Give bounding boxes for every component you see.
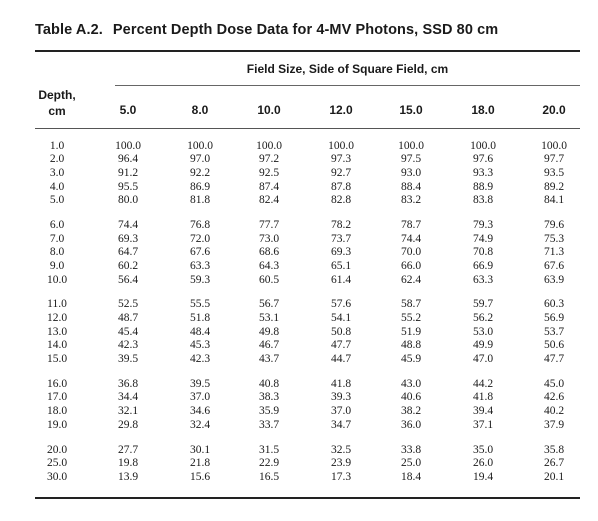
dose-cell: 37.1	[472, 419, 494, 431]
depth-cell: 25.0	[46, 457, 68, 469]
dose-cell: 64.3	[258, 260, 280, 272]
dose-cell: 41.8	[330, 378, 352, 390]
dose-cell: 32.4	[189, 419, 211, 431]
dose-cell: 48.8	[400, 339, 422, 351]
bottom-rule	[35, 497, 580, 499]
dose-cell: 44.2	[472, 378, 494, 390]
dose-cell: 37.9	[543, 419, 565, 431]
dose-cell: 34.7	[330, 419, 352, 431]
dose-cell: 42.3	[117, 339, 139, 351]
dose-cell: 37.0	[189, 391, 211, 403]
dose-cell: 43.7	[258, 353, 280, 365]
dose-cell: 93.5	[543, 167, 565, 179]
dose-cell: 52.5	[117, 298, 139, 310]
dose-cell: 39.5	[117, 353, 139, 365]
dose-cell: 43.0	[400, 378, 422, 390]
dose-cell: 88.4	[400, 181, 422, 193]
depth-cell: 5.0	[49, 194, 65, 206]
dose-cell: 58.7	[400, 298, 422, 310]
dose-cell: 97.5	[400, 153, 422, 165]
dose-cell: 42.6	[543, 391, 565, 403]
dose-cell: 51.9	[400, 326, 422, 338]
depth-cell: 19.0	[46, 419, 68, 431]
dose-cell: 61.4	[330, 274, 352, 286]
dose-cell: 100.0	[187, 140, 213, 152]
dose-cell: 71.3	[543, 246, 565, 258]
dose-cell: 72.0	[189, 233, 211, 245]
dose-cell: 31.5	[258, 444, 280, 456]
dose-cell: 45.4	[117, 326, 139, 338]
dose-cell: 84.1	[543, 194, 565, 206]
dose-cell: 60.2	[117, 260, 139, 272]
depth-cell: 15.0	[46, 353, 68, 365]
dose-cell: 69.3	[330, 246, 352, 258]
dose-cell: 97.2	[258, 153, 280, 165]
dose-cell: 55.2	[400, 312, 422, 324]
dose-cell: 100.0	[398, 140, 424, 152]
dose-cell: 82.8	[330, 194, 352, 206]
dose-cell: 46.7	[258, 339, 280, 351]
dose-cell: 74.4	[400, 233, 422, 245]
dose-cell: 18.4	[400, 471, 422, 483]
dose-cell: 48.7	[117, 312, 139, 324]
dose-cell: 83.8	[472, 194, 494, 206]
dose-cell: 15.6	[189, 471, 211, 483]
dose-cell: 60.5	[258, 274, 280, 286]
dose-cell: 41.8	[472, 391, 494, 403]
dose-cell: 40.2	[543, 405, 565, 417]
dose-cell: 32.5	[330, 444, 352, 456]
dose-cell: 21.8	[189, 457, 211, 469]
dose-cell: 78.7	[400, 219, 422, 231]
dose-cell: 76.8	[189, 219, 211, 231]
dose-cell: 95.5	[117, 181, 139, 193]
dose-cell: 74.4	[117, 219, 139, 231]
dose-cell: 39.4	[472, 405, 494, 417]
dose-cell: 75.3	[543, 233, 565, 245]
dose-cell: 40.6	[400, 391, 422, 403]
depth-cell: 14.0	[46, 339, 68, 351]
depth-cell: 9.0	[49, 260, 65, 272]
dose-cell: 92.2	[189, 167, 211, 179]
depth-cell: 20.0	[46, 444, 68, 456]
dose-cell: 53.1	[258, 312, 280, 324]
dose-cell: 39.3	[330, 391, 352, 403]
depth-cell: 7.0	[49, 233, 65, 245]
dose-cell: 57.6	[330, 298, 352, 310]
dose-cell: 29.8	[117, 419, 139, 431]
dose-cell: 42.3	[189, 353, 211, 365]
dose-cell: 34.4	[117, 391, 139, 403]
header-rule	[35, 128, 580, 129]
dose-cell: 35.9	[258, 405, 280, 417]
table-caption: Percent Depth Dose Data for 4-MV Photons, SSD 80 cm	[112, 22, 499, 38]
dose-cell: 65.1	[330, 260, 352, 272]
dose-cell: 86.9	[189, 181, 211, 193]
dose-cell: 91.2	[117, 167, 139, 179]
dose-cell: 56.9	[543, 312, 565, 324]
dose-cell: 63.3	[189, 260, 211, 272]
depth-cell: 17.0	[46, 391, 68, 403]
dose-cell: 45.9	[400, 353, 422, 365]
dose-cell: 36.0	[400, 419, 422, 431]
dose-cell: 88.9	[472, 181, 494, 193]
dose-cell: 19.4	[472, 471, 494, 483]
dose-cell: 93.0	[400, 167, 422, 179]
dose-cell: 44.7	[330, 353, 352, 365]
dose-cell: 81.8	[189, 194, 211, 206]
depth-cell: 18.0	[46, 405, 68, 417]
dose-cell: 39.5	[189, 378, 211, 390]
depth-header-line2: cm	[48, 104, 66, 118]
depth-cell: 13.0	[46, 326, 68, 338]
dose-cell: 93.3	[472, 167, 494, 179]
dose-cell: 79.3	[472, 219, 494, 231]
dose-cell: 92.5	[258, 167, 280, 179]
dose-cell: 97.6	[472, 153, 494, 165]
dose-cell: 87.4	[258, 181, 280, 193]
dose-cell: 53.7	[543, 326, 565, 338]
dose-cell: 100.0	[541, 140, 567, 152]
depth-cell: 12.0	[46, 312, 68, 324]
column-header: 18.0	[471, 103, 495, 117]
dose-cell: 49.9	[472, 339, 494, 351]
dose-cell: 17.3	[330, 471, 352, 483]
column-header: 12.0	[329, 103, 353, 117]
dose-cell: 70.0	[400, 246, 422, 258]
dose-cell: 23.9	[330, 457, 352, 469]
dose-cell: 78.2	[330, 219, 352, 231]
dose-cell: 100.0	[328, 140, 354, 152]
depth-column-header	[35, 87, 79, 119]
dose-cell: 97.3	[330, 153, 352, 165]
dose-cell: 36.8	[117, 378, 139, 390]
column-header: 5.0	[119, 103, 137, 117]
dose-cell: 68.6	[258, 246, 280, 258]
dose-cell: 34.6	[189, 405, 211, 417]
dose-cell: 66.9	[472, 260, 494, 272]
column-header: 10.0	[257, 103, 281, 117]
dose-cell: 63.3	[472, 274, 494, 286]
depth-cell: 10.0	[46, 274, 68, 286]
dose-cell: 19.8	[117, 457, 139, 469]
depth-cell: 16.0	[46, 378, 68, 390]
field-size-rule	[115, 85, 580, 86]
dose-cell: 26.7	[543, 457, 565, 469]
dose-cell: 70.8	[472, 246, 494, 258]
top-rule	[35, 50, 580, 52]
dose-cell: 62.4	[400, 274, 422, 286]
dose-cell: 32.1	[117, 405, 139, 417]
dose-cell: 69.3	[117, 233, 139, 245]
dose-cell: 35.8	[543, 444, 565, 456]
dose-cell: 89.2	[543, 181, 565, 193]
dose-cell: 82.4	[258, 194, 280, 206]
depth-cell: 1.0	[49, 140, 65, 152]
dose-cell: 67.6	[543, 260, 565, 272]
column-header: 15.0	[399, 103, 423, 117]
dose-cell: 63.9	[543, 274, 565, 286]
depth-cell: 6.0	[49, 219, 65, 231]
dose-cell: 26.0	[472, 457, 494, 469]
depth-cell: 4.0	[49, 181, 65, 193]
depth-header-line1: Depth,	[38, 88, 76, 102]
dose-cell: 59.3	[189, 274, 211, 286]
dose-cell: 66.0	[400, 260, 422, 272]
dose-cell: 25.0	[400, 457, 422, 469]
dose-cell: 56.2	[472, 312, 494, 324]
dose-cell: 33.7	[258, 419, 280, 431]
table-title	[35, 22, 498, 38]
dose-cell: 33.8	[400, 444, 422, 456]
dose-cell: 13.9	[117, 471, 139, 483]
dose-cell: 56.7	[258, 298, 280, 310]
dose-cell: 100.0	[470, 140, 496, 152]
dose-cell: 16.5	[258, 471, 280, 483]
dose-cell: 77.7	[258, 219, 280, 231]
dose-cell: 59.7	[472, 298, 494, 310]
dose-cell: 40.8	[258, 378, 280, 390]
dose-cell: 74.9	[472, 233, 494, 245]
dose-cell: 51.8	[189, 312, 211, 324]
dose-cell: 38.3	[258, 391, 280, 403]
dose-cell: 55.5	[189, 298, 211, 310]
dose-cell: 35.0	[472, 444, 494, 456]
dose-cell: 97.7	[543, 153, 565, 165]
depth-cell: 3.0	[49, 167, 65, 179]
dose-cell: 100.0	[115, 140, 141, 152]
dose-cell: 54.1	[330, 312, 352, 324]
dose-cell: 100.0	[256, 140, 282, 152]
dose-cell: 56.4	[117, 274, 139, 286]
dose-cell: 47.7	[543, 353, 565, 365]
dose-cell: 53.0	[472, 326, 494, 338]
field-size-header: Field Size, Side of Square Field, cm	[246, 62, 449, 76]
dose-cell: 27.7	[117, 444, 139, 456]
dose-cell: 48.4	[189, 326, 211, 338]
depth-cell: 30.0	[46, 471, 68, 483]
dose-cell: 73.0	[258, 233, 280, 245]
dose-cell: 80.0	[117, 194, 139, 206]
dose-cell: 22.9	[258, 457, 280, 469]
dose-cell: 83.2	[400, 194, 422, 206]
column-header: 20.0	[542, 103, 566, 117]
dose-cell: 47.7	[330, 339, 352, 351]
depth-cell: 11.0	[47, 298, 67, 310]
depth-cell: 2.0	[49, 153, 65, 165]
dose-cell: 67.6	[189, 246, 211, 258]
dose-cell: 60.3	[543, 298, 565, 310]
dose-cell: 50.8	[330, 326, 352, 338]
dose-cell: 50.6	[543, 339, 565, 351]
dose-cell: 45.0	[543, 378, 565, 390]
table-label: Table A.2.	[35, 22, 103, 38]
dose-cell: 87.8	[330, 181, 352, 193]
dose-cell: 73.7	[330, 233, 352, 245]
column-header: 8.0	[191, 103, 209, 117]
dose-cell: 20.1	[543, 471, 565, 483]
dose-cell: 49.8	[258, 326, 280, 338]
dose-cell: 37.0	[330, 405, 352, 417]
dose-cell: 64.7	[117, 246, 139, 258]
dose-cell: 96.4	[117, 153, 139, 165]
dose-cell: 38.2	[400, 405, 422, 417]
dose-cell: 47.0	[472, 353, 494, 365]
dose-cell: 45.3	[189, 339, 211, 351]
dose-cell: 30.1	[189, 444, 211, 456]
dose-cell: 97.0	[189, 153, 211, 165]
dose-cell: 92.7	[330, 167, 352, 179]
dose-cell: 79.6	[543, 219, 565, 231]
depth-cell: 8.0	[49, 246, 65, 258]
